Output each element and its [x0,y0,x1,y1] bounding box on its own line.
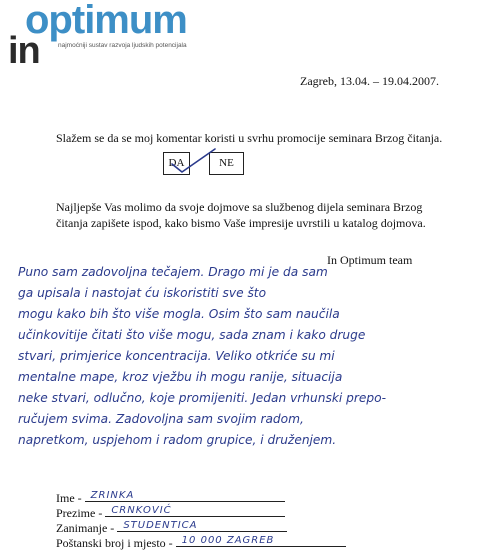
comment-line: mogu kako bih što više mogla. Osim što sam naučila [18,307,340,321]
last-name-line[interactable] [105,504,285,517]
logo-prefix: in [8,30,40,72]
last-name-value: CRNKOVIĆ [111,505,172,516]
postal-code-city-label: Poštanski broj i mjesto - [56,536,173,550]
logo-tagline: najmoćniji sustav razvoja ljudskih potencijala [58,42,187,49]
occupation-label: Zanimanje - [56,521,115,535]
comment-line: Puno sam zadovoljna tečajem. Drago mi je da sam [18,265,328,279]
feedback-request-text: Najljepše Vas molimo da svoje dojmove sa službenog dijela seminara Brzog čitanja zapišete ispod, kako bismo Vaše impresije uvrstili u katalog dojmova. [56,200,426,230]
first-name-value: ZRINKA [90,490,135,501]
comment-line: mentalne mape, kroz vježbu ih mogu ranije, situacija [18,370,343,384]
consent-no-box[interactable]: NE [209,152,244,175]
first-name-label: Ime - [56,491,82,505]
comment-line: stvari, primjerice koncentracija. Veliko otkriće su mi [18,349,335,363]
logo-name: optimum [25,0,187,42]
comment-line: učinkovitije čitati što više mogu, sada znam i kako druge [18,328,366,342]
comment-line: napretkom, uspjehom i radom grupice, i druženjem. [18,433,337,447]
postal-code-city-line[interactable] [176,534,346,547]
occupation-value: STUDENTICA [123,520,198,531]
seminar-date: Zagreb, 13.04. – 19.04.2007. [300,74,439,88]
comment-line: neke stvari, odlučno, koje promijeniti. Jedan vrhunski prepo- [18,391,386,405]
postal-code-city-value: 10 000 ZAGREB [181,535,275,546]
consent-yes-box[interactable]: DA [163,152,190,175]
in-optimum-logo [8,0,238,72]
comment-line: ga upisala i nastojat ću iskoristiti sve što [18,286,267,300]
occupation-line[interactable] [117,519,287,532]
comment-line: ručujem svima. Zadovoljna sam svojim radom, [18,412,304,426]
first-name-line[interactable] [85,489,285,502]
last-name-label: Prezime - [56,506,103,520]
consent-statement: Slažem se da se moj komentar koristi u svrhu promocije seminara Brzog čitanja. [56,131,443,145]
handwritten-comment [18,262,488,451]
checkmark-icon [170,146,218,176]
team-signature: In Optimum team [327,253,413,267]
